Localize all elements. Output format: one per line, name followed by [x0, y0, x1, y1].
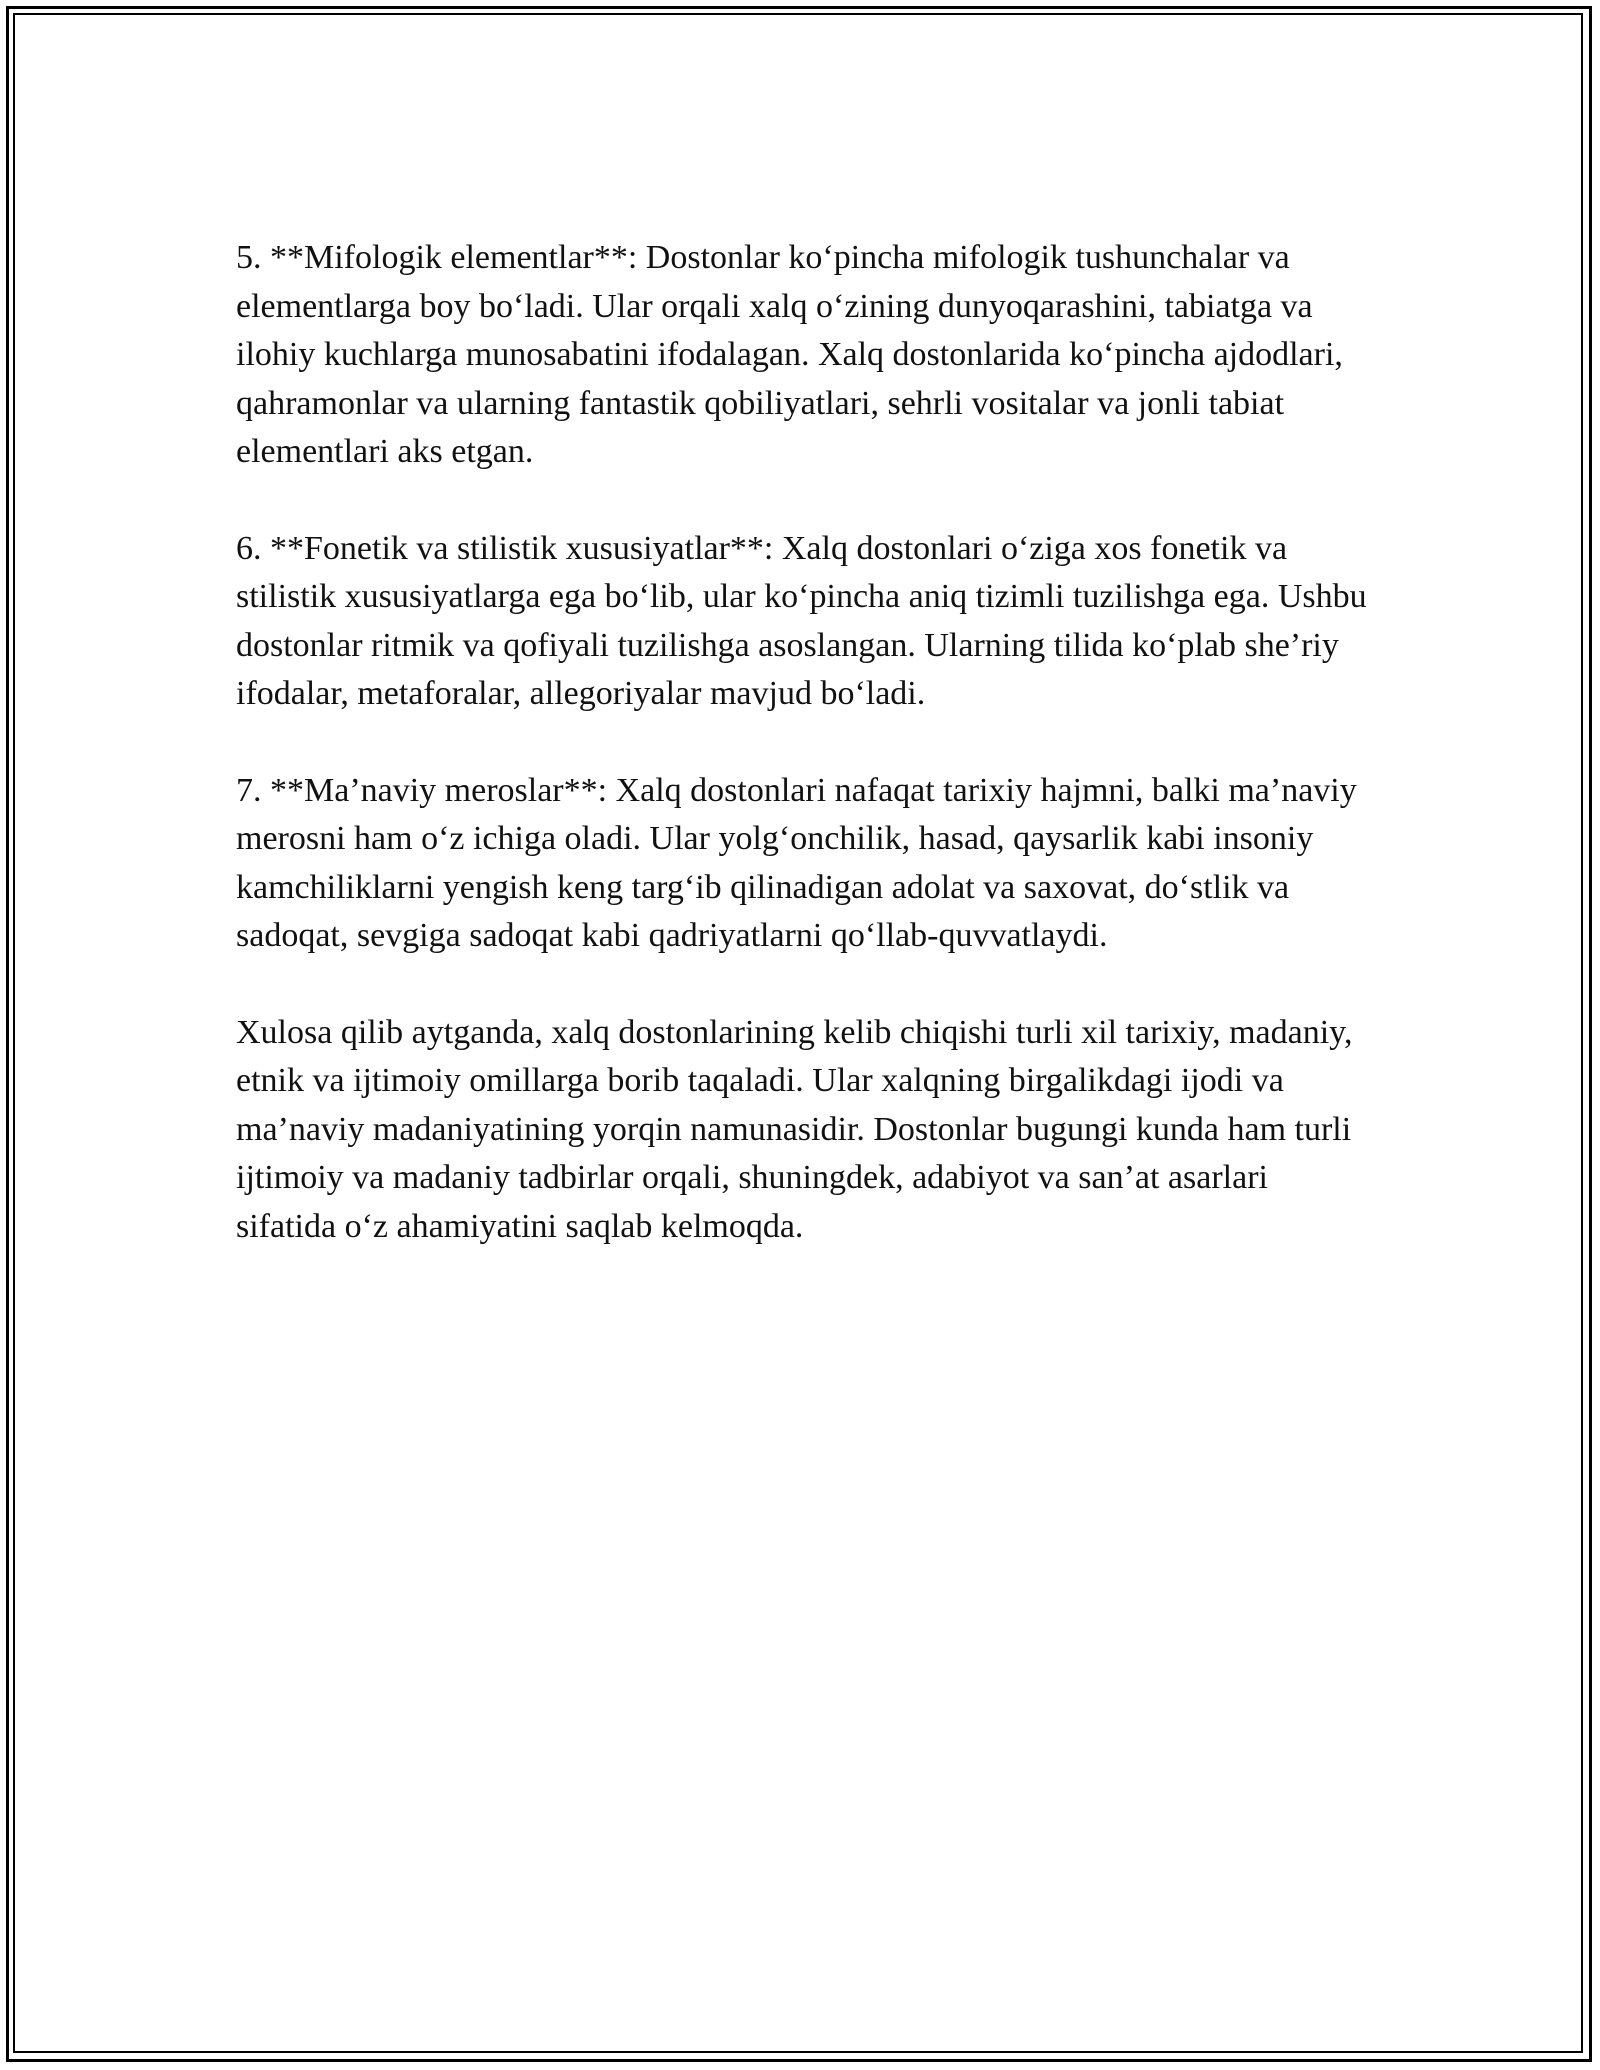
document-body: [236, 234, 1376, 1251]
paragraph-fonetik-stilistik: 6. **Fonetik va stilistik xususiyatlar**: Xalq dostonlari o‘ziga xos fonetik va stilistik xususiyatlarga ega bo‘lib, ular ko‘pincha aniq tizimli tuzilishga ega. Ushbu dostonlar ritmik va qofiyali tuzilishga asoslangan. Ularning tilida ko‘plab she’riy ifodalar, metaforalar, allegoriyalar mavjud bo‘ladi.: [236, 529, 1367, 712]
paragraph-manaviy-meroslar: 7. **Ma’naviy meroslar**: Xalq dostonlari nafaqat tarixiy hajmni, balki ma’naviy merosni ham o‘z ichiga oladi. Ular yolg‘onchilik, hasad, qaysarlik kabi insoniy kamchiliklarni yengish keng targ‘ib qilinadigan adolat va saxovat, do‘stlik va sadoqat, sevgiga sadoqat kabi qadriyatlarni qo‘llab-quvvatlaydi.: [236, 771, 1357, 954]
paragraph-mifologik-elementlar: 5. **Mifologik elementlar**: Dostonlar ko‘pincha mifologik tushunchalar va elementlarga boy bo‘ladi. Ular orqali xalq o‘zining dunyoqarashini, tabiatga va ilohiy kuchlarga munosabatini ifodalagan. Xalq dostonlarida ko‘pincha ajdodlari, qahramonlar va ularning fantastik qobiliyatlari, sehrli vositalar va jonli tabiat elementlari aks etgan.: [236, 239, 1343, 470]
paragraph-xulosa: Xulosa qilib aytganda, xalq dostonlarining kelib chiqishi turli xil tarixiy, madaniy, etnik va ijtimoiy omillarga borib taqaladi. Ular xalqning birgalikdagi ijodi va ma’naviy madaniyatining yorqin namunasidir. Dostonlar bugungi kunda ham turli ijtimoiy va madaniy tadbirlar orqali, shuningdek, adabiyot va san’at asarlari sifatida o‘z ahamiyatini saqlab kelmoqda.: [236, 1013, 1353, 1245]
